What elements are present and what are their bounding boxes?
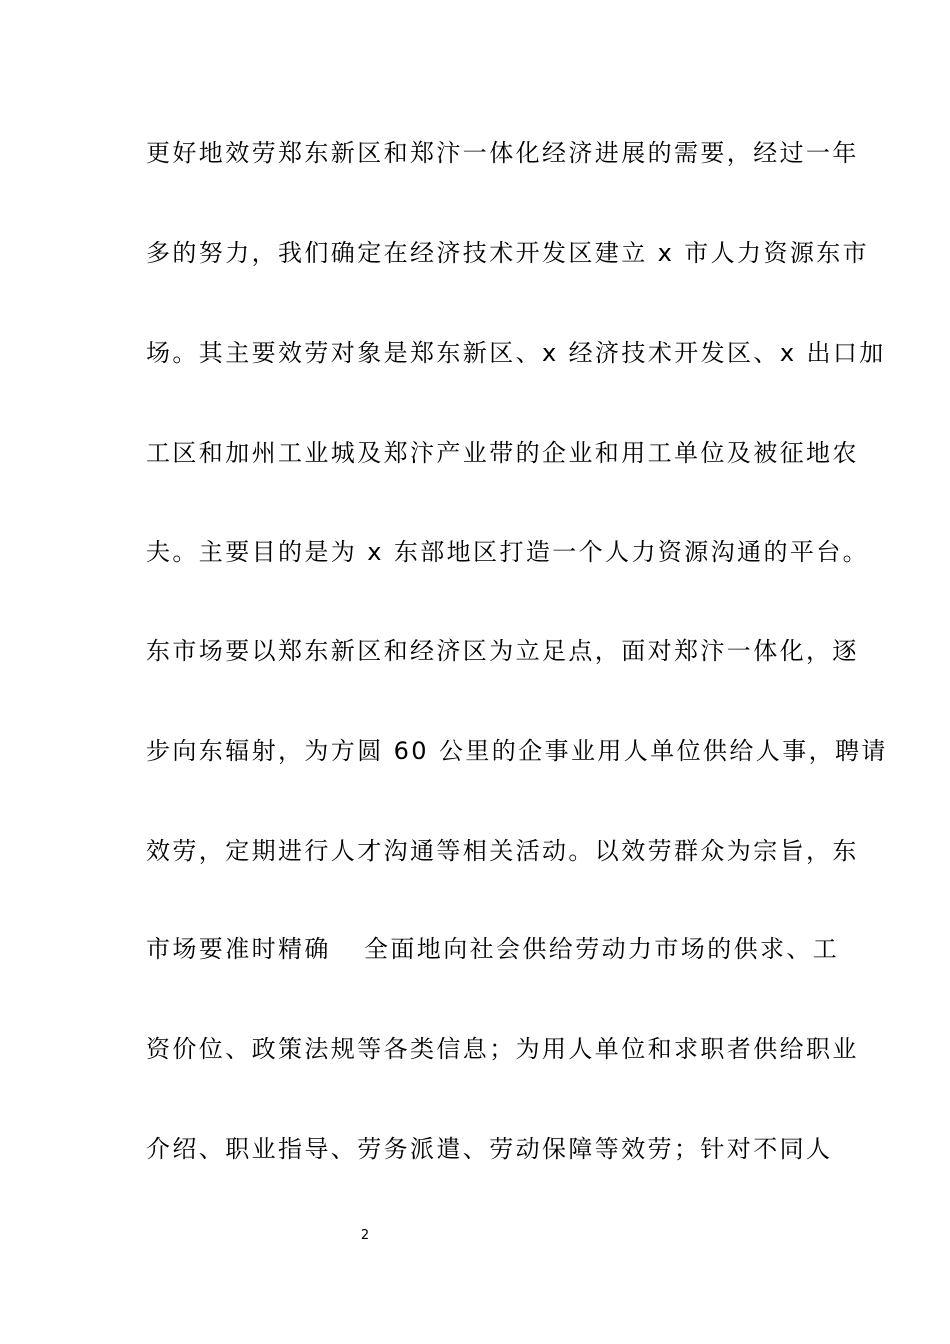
text-segment: 全面地向社会供给劳动力市场的供求、工 bbox=[364, 935, 840, 963]
page-number: 2 bbox=[360, 1228, 370, 1243]
body-text-line: 更好地效劳郑东新区和郑汴一体化经济进展的需要，经过一年 bbox=[146, 139, 859, 167]
body-text-line: 资价位、政策法规等各类信息；为用人单位和求职者供给职业 bbox=[146, 1035, 859, 1063]
body-text-line: 介绍、职业指导、劳务派遣、劳动保障等效劳；针对不同人 bbox=[146, 1135, 833, 1163]
body-text-line: 场。其主要效劳对象是郑东新区、x 经济技术开发区、x 出口加 bbox=[146, 339, 886, 367]
body-text-line: 效劳，定期进行人才沟通等相关活动。以效劳群众为宗旨，东 bbox=[146, 837, 859, 865]
body-text-line: 东市场要以郑东新区和经济区为立足点，面对郑汴一体化，逐 bbox=[146, 637, 859, 665]
body-text-line: 工区和加州工业城及郑汴产业带的企业和用工单位及被征地农 bbox=[146, 439, 859, 467]
body-text-line bbox=[146, 934, 840, 964]
body-text-line: 多的努力，我们确定在经济技术开发区建立 x 市人力资源东市 bbox=[146, 239, 870, 267]
body-text-line: 夫。主要目的是为 x 东部地区打造一个人力资源沟通的平台。 bbox=[146, 538, 870, 566]
text-segment: 市场要准时精确 bbox=[146, 935, 331, 963]
body-text-line: 步向东辐射，为方圆 60 公里的企事业用人单位供给人事，聘请 bbox=[146, 737, 888, 765]
